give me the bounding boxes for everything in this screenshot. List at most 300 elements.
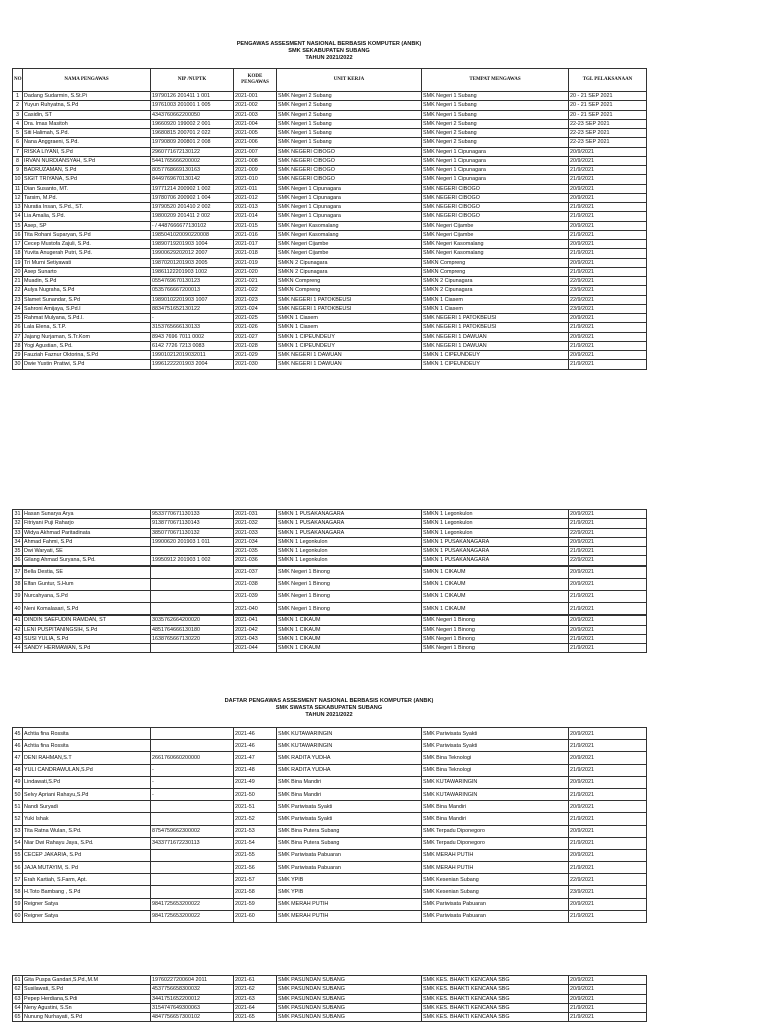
- nip-nuptk-cell: [151, 886, 234, 898]
- proctor-code-cell: 2021-035: [234, 547, 277, 556]
- work-unit-cell: SMK Pariwisata Syakti: [277, 801, 422, 813]
- row-no-cell: 6: [13, 138, 23, 147]
- table-row: [13, 129, 647, 138]
- exam-date-cell: 21/9/2021: [569, 788, 647, 800]
- row-no-cell: 26: [14, 324, 21, 331]
- proctor-code-cell: 2021-013: [234, 203, 277, 212]
- nip-nuptk-cell: [151, 578, 234, 590]
- work-unit-cell: SMKN 1 Ciasem: [277, 314, 422, 323]
- table-row: [13, 1013, 647, 1022]
- proctor-name-cell: Asep, SP: [23, 221, 151, 230]
- table-row: [13, 976, 647, 985]
- proctor-name-cell: Slamet Sunandar, S.Pd: [23, 295, 151, 304]
- table-row: [13, 985, 647, 994]
- table-row: [13, 295, 647, 304]
- nip-nuptk-cell: 2661760660200000: [151, 752, 234, 764]
- work-unit-cell: SMK Bina Putera Subang: [277, 825, 422, 837]
- doc-year: TAHUN 2021/2022: [305, 55, 353, 61]
- nip-nuptk-cell: 19680815 200701 2 022: [151, 129, 234, 138]
- exam-date-cell: 22/9/2021: [569, 874, 647, 886]
- row-no-cell: 53: [13, 825, 23, 837]
- table-row: [13, 566, 647, 578]
- proctor-code-cell: 2021-019: [234, 258, 277, 267]
- work-unit-cell: SMKN Compreng: [277, 277, 422, 286]
- proctor-code-cell: 2021-61: [234, 976, 277, 985]
- exam-site-cell: SMK KES. BHAKTI KENCANA SBG: [422, 994, 569, 1003]
- table-row: [13, 825, 647, 837]
- doc-title-2: DAFTAR PENGAWAS ASSESMENT NASIONAL BERBASIS KOMPUTER (ANBK): [224, 698, 434, 704]
- work-unit-cell: SMK KUTAWARINGIN: [277, 728, 422, 740]
- table-row: [13, 837, 647, 849]
- proctor-code-cell: 2021-010: [234, 175, 277, 184]
- row-no-cell: 3: [13, 110, 23, 119]
- nip-nuptk-cell: 3035762664200020: [151, 616, 234, 625]
- nip-nuptk-cell: 9841725653200022: [151, 910, 234, 922]
- row-no-cell: 50: [13, 788, 23, 800]
- row-no-cell: 5: [13, 129, 23, 138]
- work-unit-cell: SMK KUTAWARINGIN: [277, 740, 422, 752]
- table-row: [13, 212, 647, 221]
- work-unit-cell: SMKN 1 PUSAKANAGARA: [277, 519, 422, 528]
- exam-date-cell: 20/9/2021: [569, 578, 647, 590]
- row-no-cell: 25: [14, 315, 21, 322]
- proctor-name-cell: Susilawati, S.Pd: [23, 985, 151, 994]
- proctor-name-cell: Nana Anggraeni, S.Pd.: [23, 138, 151, 147]
- work-unit-cell: SMKN 1 CIKAUM: [277, 634, 422, 643]
- col-header-exam-date: TGL PELAKSANAAN: [569, 69, 647, 92]
- row-no-cell: 20: [14, 268, 21, 275]
- work-unit-cell: SMK PASUNDAN SUBANG: [277, 985, 422, 994]
- proctor-name-cell: Widya Akhmad Paritadinata: [23, 528, 151, 537]
- exam-site-cell: SMKN 1 PUSAKANAGARA: [422, 556, 569, 565]
- proctor-name-cell: Yuyun Ruhyatna, S.Pd: [23, 101, 151, 110]
- header-row: [13, 69, 647, 92]
- row-no-cell: 28: [14, 342, 21, 349]
- work-unit-cell: SMK MERAH PUTIH: [277, 898, 422, 910]
- exam-site-cell: SMK Pariwisata Syakti: [422, 740, 569, 752]
- exam-date-cell: 22-23 SEP 2021: [569, 138, 647, 147]
- nip-nuptk-cell: 9138770671130143: [151, 519, 234, 528]
- proctor-code-cell: 2021-029: [234, 351, 277, 360]
- proctor-name-cell: Achtia fina Rossita: [23, 728, 151, 740]
- exam-site-cell: SMK Pariwisata Syakti: [422, 728, 569, 740]
- proctor-name-cell: Lia Amalia, S.Pd.: [23, 212, 151, 221]
- nip-nuptk-cell: 1638765667130220: [151, 634, 234, 643]
- table-row: [13, 537, 647, 546]
- proctor-name-cell: IRVAN NURDIANSYAH, S.Pd: [23, 156, 151, 165]
- proctor-name-cell: Dwie Yustin Pratiwi, S.Pd: [23, 360, 151, 369]
- proctor-code-cell: 2021-53: [234, 825, 277, 837]
- exam-site-cell: SMK NEGERI CIBOGO: [422, 184, 569, 193]
- table-section-3: [12, 727, 646, 923]
- exam-date-cell: 22/9/2021: [569, 295, 647, 304]
- work-unit-cell: SMKN 1 CIPEUNDEUY: [277, 341, 422, 350]
- proctor-code-cell: 2021-006: [234, 138, 277, 147]
- table-row: [13, 634, 647, 643]
- exam-date-cell: 22-23 SEP 2021: [569, 119, 647, 128]
- row-no-cell: 24: [14, 305, 21, 312]
- row-no-cell: 19: [14, 259, 21, 266]
- proctor-name-cell: Bella Destia, SE: [23, 566, 151, 578]
- proctor-code-cell: 2021-46: [234, 728, 277, 740]
- exam-date-cell: 21/9/2021: [569, 203, 647, 212]
- table-row: [13, 547, 647, 556]
- work-unit-cell: SMK Negeri 2 Subang: [277, 110, 422, 119]
- proctor-name-cell: YULI CANDRAWULAN,S.Pd: [23, 764, 151, 776]
- exam-site-cell: SMKN 1 CIKAUM: [422, 566, 569, 578]
- nip-nuptk-cell: 19780706 200902 1 004: [151, 193, 234, 202]
- nip-nuptk-cell: 19890719201903 1004: [151, 240, 234, 249]
- header-block-2: [12, 698, 646, 719]
- doc-year-2: TAHUN 2021/2022: [305, 712, 353, 718]
- exam-date-cell: 21/9/2021: [569, 1003, 647, 1012]
- exam-date-cell: 20/9/2021: [569, 976, 647, 985]
- table-row: [13, 304, 647, 313]
- work-unit-cell: SMK YPIB: [277, 886, 422, 898]
- exam-date-cell: 21/9/2021: [569, 267, 647, 276]
- exam-site-cell: SMK Negeri 1 Cipunagara: [422, 166, 569, 175]
- work-unit-cell: SMKN 1 CIPEUNDEUY: [277, 332, 422, 341]
- proctor-code-cell: 2021-59: [234, 898, 277, 910]
- table-row: [13, 184, 647, 193]
- work-unit-cell: SMK Negeri 1 Binong: [277, 590, 422, 602]
- nip-nuptk-cell: [151, 813, 234, 825]
- table-row: [13, 203, 647, 212]
- row-no-cell: 43: [14, 635, 21, 642]
- nip-nuptk-cell: 19861122201903 1002: [151, 267, 234, 276]
- table-row: [13, 740, 647, 752]
- nip-nuptk-cell: 8834751652130122: [151, 304, 234, 313]
- proctor-code-cell: 2021-50: [234, 788, 277, 800]
- row-no-cell: 59: [13, 898, 23, 910]
- proctor-code-cell: 2021-48: [234, 764, 277, 776]
- proctor-name-cell: Siti Halimah, S.Pd.: [23, 129, 151, 138]
- table-row: [13, 286, 647, 295]
- proctor-code-cell: 2021-002: [234, 101, 277, 110]
- work-unit-cell: SMKN 1 CIKAUM: [277, 625, 422, 634]
- row-no-cell: 54: [13, 837, 23, 849]
- exam-date-cell: 21/9/2021: [569, 813, 647, 825]
- row-no-cell: 65: [14, 1014, 21, 1021]
- proctor-name-cell: Sahroni Amijaya, S.Pd.I: [23, 304, 151, 313]
- proctor-code-cell: 2021-033: [234, 528, 277, 537]
- proctor-name-cell: Tita Rohani Suparyan, S.Pd: [23, 230, 151, 239]
- proctor-code-cell: 2021-031: [234, 510, 277, 519]
- table-row: [13, 360, 647, 369]
- exam-site-cell: SMK MERAH PUTIH: [422, 849, 569, 861]
- proctor-name-cell: Rahmat Mulyana, S.Pd.I.: [23, 314, 151, 323]
- exam-site-cell: SMK Bina Teknologi: [422, 752, 569, 764]
- table-row: [13, 314, 647, 323]
- exam-site-cell: SMK Negeri 1 Cipunagara: [422, 156, 569, 165]
- nip-nuptk-cell: 8943 7696 7011 0002: [151, 332, 234, 341]
- proctor-name-cell: Dra. Imas Masitoh: [23, 119, 151, 128]
- exam-date-cell: 20/9/2021: [569, 156, 647, 165]
- exam-date-cell: 20/9/2021: [569, 221, 647, 230]
- row-no-cell: 30: [14, 361, 21, 368]
- nip-nuptk-cell: 3850770671130132: [151, 528, 234, 537]
- proctor-code-cell: 2021-017: [234, 240, 277, 249]
- proctor-code-cell: 2021-036: [234, 556, 277, 565]
- nip-nuptk-cell: [151, 603, 234, 615]
- exam-site-cell: SMK KES. BHAKTI KENCANA SBG: [422, 1003, 569, 1012]
- exam-site-cell: SMK Negeri 1 Subang: [422, 101, 569, 110]
- table-row: [13, 166, 647, 175]
- work-unit-cell: SMKN 1 Legonkulon: [277, 537, 422, 546]
- table-row: [13, 813, 647, 825]
- exam-date-cell: 20/9/2021: [569, 616, 647, 625]
- work-unit-cell: SMK PASUNDAN SUBANG: [277, 994, 422, 1003]
- proctor-name-cell: SUSI YULIA, S.Pd: [23, 634, 151, 643]
- proctor-table-2c: [12, 615, 647, 653]
- nip-nuptk-cell: 19890102201903 1007: [151, 295, 234, 304]
- nip-nuptk-cell: [151, 547, 234, 556]
- col-header-work-unit: UNIT KERJA: [277, 69, 422, 92]
- proctor-name-cell: Gita Puspa Gandari,S.Pd.,M.M: [23, 976, 151, 985]
- exam-site-cell: SMKN 1 CIPEUNDEUY: [422, 360, 569, 369]
- work-unit-cell: SMK Negeri 1 Subang: [277, 119, 422, 128]
- proctor-name-cell: Yuki Ishak: [23, 813, 151, 825]
- row-no-cell: 12: [14, 194, 21, 201]
- table-row: [13, 332, 647, 341]
- proctor-name-cell: DINDIN SAEFUDIN RAMDAN, ST: [23, 616, 151, 625]
- exam-site-cell: SMKN 1 Legonkulon: [422, 510, 569, 519]
- row-no-cell: 49: [13, 776, 23, 788]
- nip-nuptk-cell: 3154747649300063: [151, 1003, 234, 1012]
- table-row: [13, 898, 647, 910]
- exam-date-cell: 22-23 SEP 2021: [569, 129, 647, 138]
- table-row: [13, 994, 647, 1003]
- exam-date-cell: 20/9/2021: [569, 537, 647, 546]
- nip-nuptk-cell: -: [151, 764, 234, 776]
- row-no-cell: 44: [14, 645, 21, 652]
- table-row: [13, 519, 647, 528]
- nip-nuptk-cell: 0554769670130123: [151, 277, 234, 286]
- proctor-code-cell: 2021-55: [234, 849, 277, 861]
- proctor-code-cell: 2021-52: [234, 813, 277, 825]
- proctor-name-cell: LENI PUSPITANINGSIH, S.Pd: [23, 625, 151, 634]
- exam-date-cell: 21/9/2021: [569, 230, 647, 239]
- exam-date-cell: 21/9/2021: [569, 740, 647, 752]
- proctor-code-cell: 2021-028: [234, 341, 277, 350]
- proctor-name-cell: Achtia fina Rossita: [23, 740, 151, 752]
- nip-nuptk-cell: 19760227200604 2011: [151, 976, 234, 985]
- exam-site-cell: SMK Negeri Kasomalang: [422, 249, 569, 258]
- proctor-code-cell: 2021-022: [234, 286, 277, 295]
- exam-date-cell: 20/9/2021: [569, 752, 647, 764]
- proctor-name-cell: Nuratia Insan, S.Pd., ST.: [23, 203, 151, 212]
- table-row: [13, 510, 647, 519]
- proctor-name-cell: Lala Elena, S.T.P.: [23, 323, 151, 332]
- exam-date-cell: 21/9/2021: [569, 519, 647, 528]
- row-no-cell: 45: [13, 728, 23, 740]
- proctor-name-cell: Tri Murni Setiyawati: [23, 258, 151, 267]
- row-no-cell: 15: [14, 222, 21, 229]
- table-row: [13, 578, 647, 590]
- proctor-code-cell: 2021-012: [234, 193, 277, 202]
- work-unit-cell: SMKN 2 Cipunagara: [277, 258, 422, 267]
- exam-site-cell: SMKN 1 CIKAUM: [422, 590, 569, 602]
- proctor-name-cell: Niar Dwi Rahayu Jaya, S.Pd.: [23, 837, 151, 849]
- table-row: [13, 849, 647, 861]
- table-row: [13, 603, 647, 615]
- table-section-4: [12, 975, 646, 1022]
- proctor-table-3: [12, 727, 647, 923]
- proctor-code-cell: 2021-044: [234, 644, 277, 653]
- exam-date-cell: 20/9/2021: [569, 801, 647, 813]
- exam-date-cell: 20/9/2021: [569, 625, 647, 634]
- work-unit-cell: SMK Negeri 2 Subang: [277, 101, 422, 110]
- proctor-code-cell: 2021-034: [234, 537, 277, 546]
- proctor-code-cell: 2021-027: [234, 332, 277, 341]
- exam-site-cell: SMK NEGERI CIBOGO: [422, 212, 569, 221]
- table-row: [13, 351, 647, 360]
- exam-site-cell: SMK Negeri 2 Subang: [422, 119, 569, 128]
- table-row: [13, 193, 647, 202]
- nip-nuptk-cell: 3441751652200012: [151, 994, 234, 1003]
- table-row: [13, 1003, 647, 1012]
- work-unit-cell: SMK Negeri 1 Cipunagara: [277, 212, 422, 221]
- proctor-name-cell: Lindawati,S.Pd: [23, 776, 151, 788]
- table-row: [13, 728, 647, 740]
- exam-site-cell: SMK Negeri 2 Subang: [422, 129, 569, 138]
- proctor-name-cell: Neny Agustini, S.Sn: [23, 1003, 151, 1012]
- proctor-code-cell: 2021-043: [234, 634, 277, 643]
- proctor-code-cell: 2021-58: [234, 886, 277, 898]
- exam-date-cell: 20/9/2021: [569, 184, 647, 193]
- row-no-cell: 34: [14, 538, 21, 545]
- nip-nuptk-cell: 6142 7726 7213 0083: [151, 341, 234, 350]
- proctor-name-cell: BADRUZAMAN, S.Pd: [23, 166, 151, 175]
- row-no-cell: 60: [13, 910, 23, 922]
- exam-site-cell: SMK Bina Teknologi: [422, 764, 569, 776]
- work-unit-cell: SMK NEGERI 1 PATOKBEUSI: [277, 304, 422, 313]
- proctor-code-cell: 2021-037: [234, 566, 277, 578]
- exam-site-cell: SMK Kesenian Subang: [422, 874, 569, 886]
- work-unit-cell: SMK Negeri Cijambe: [277, 240, 422, 249]
- row-no-cell: 63: [14, 995, 21, 1002]
- work-unit-cell: SMKN 1 PUSAKANAGARA: [277, 510, 422, 519]
- work-unit-cell: SMK Negeri 1 Cipunagara: [277, 184, 422, 193]
- exam-site-cell: SMK NEGERI CIBOGO: [422, 203, 569, 212]
- table-row: [13, 267, 647, 276]
- proctor-name-cell: RISKA LIYANI, S.Pd: [23, 147, 151, 156]
- exam-date-cell: 20/9/2021: [569, 728, 647, 740]
- proctor-name-cell: SANDY HERMAWAN, S.Pd: [23, 644, 151, 653]
- proctor-code-cell: 2021-56: [234, 862, 277, 874]
- proctor-code-cell: 2021-014: [234, 212, 277, 221]
- work-unit-cell: SMK NEGERI CIBOGO: [277, 147, 422, 156]
- exam-site-cell: SMKN Compreng: [422, 267, 569, 276]
- row-no-cell: 2: [13, 101, 23, 110]
- proctor-code-cell: 2021-039: [234, 590, 277, 602]
- proctor-code-cell: 2021-63: [234, 994, 277, 1003]
- row-no-cell: 55: [13, 849, 23, 861]
- proctor-code-cell: 2021-030: [234, 360, 277, 369]
- nip-nuptk-cell: 4847756657300102: [151, 1013, 234, 1022]
- proctor-code-cell: 2021-64: [234, 1003, 277, 1012]
- work-unit-cell: SMK NEGERI CIBOGO: [277, 175, 422, 184]
- proctor-name-cell: Elfan Guntur, S.Hum: [23, 578, 151, 590]
- proctor-table-4: [12, 975, 647, 1022]
- row-no-cell: 29: [14, 352, 21, 359]
- proctor-name-cell: Nunung Nurhayati, S.Pd: [23, 1013, 151, 1022]
- header-block: [12, 41, 646, 62]
- table-row: [13, 110, 647, 119]
- work-unit-cell: SMKN 1 CIKAUM: [277, 644, 422, 653]
- exam-site-cell: SMK NEGERI 1 PATOKBEUSI: [422, 323, 569, 332]
- proctor-code-cell: 2021-015: [234, 221, 277, 230]
- table-row: [13, 156, 647, 165]
- exam-site-cell: SMK KES. BHAKTI KENCANA SBG: [422, 976, 569, 985]
- proctor-name-cell: Selvy Apriani Rahayu,S.Pd: [23, 788, 151, 800]
- exam-site-cell: SMK NEGERI 1 DAWUAN: [422, 332, 569, 341]
- table-row: [13, 92, 647, 101]
- row-no-cell: 42: [14, 626, 21, 633]
- table-row: [13, 221, 647, 230]
- proctor-name-cell: Dwi Waryati, SE: [23, 547, 151, 556]
- exam-date-cell: 20/9/2021: [569, 314, 647, 323]
- work-unit-cell: SMK NEGERI 1 DAWUAN: [277, 360, 422, 369]
- proctor-code-cell: 2021-51: [234, 801, 277, 813]
- nip-nuptk-cell: 9841725653200022: [151, 898, 234, 910]
- work-unit-cell: SMK YPIB: [277, 874, 422, 886]
- table-row: [13, 240, 647, 249]
- nip-nuptk-cell: 4537756658300032: [151, 985, 234, 994]
- col-header-proctor-name: NAMA PENGAWAS: [23, 69, 151, 92]
- exam-date-cell: 21/9/2021: [569, 360, 647, 369]
- nip-nuptk-cell: 1985041020090220008: [151, 230, 234, 239]
- nip-nuptk-cell: 19961222201903 2004: [151, 360, 234, 369]
- proctor-name-cell: Fitriyani Puji Raharjo: [23, 519, 151, 528]
- exam-site-cell: SMKN 1 CIKAUM: [422, 578, 569, 590]
- nip-nuptk-cell: 8057768669130163: [151, 166, 234, 175]
- nip-nuptk-cell: 19900629202012 2007: [151, 249, 234, 258]
- nip-nuptk-cell: 4343760662200050: [151, 110, 234, 119]
- proctor-code-cell: 2021-016: [234, 230, 277, 239]
- proctor-code-cell: 2021-57: [234, 874, 277, 886]
- row-no-cell: 47: [13, 752, 23, 764]
- exam-date-cell: 21/9/2021: [569, 590, 647, 602]
- work-unit-cell: SMKN 2 Cipunagara: [277, 267, 422, 276]
- nip-nuptk-cell: 3153765666130133: [151, 323, 234, 332]
- exam-site-cell: SMKN 1 CIKAUM: [422, 603, 569, 615]
- row-no-cell: 10: [14, 176, 21, 183]
- work-unit-cell: SMK Pariwisata Pabuaran: [277, 862, 422, 874]
- proctor-code-cell: 2021-018: [234, 249, 277, 258]
- proctor-name-cell: Jajang Nurjaman, S.Tr.Kom: [23, 332, 151, 341]
- proctor-table-2b: [12, 566, 647, 616]
- exam-date-cell: 21/9/2021: [569, 249, 647, 258]
- nip-nuptk-cell: 4851764666130180: [151, 625, 234, 634]
- proctor-name-cell: Dian Susanto, MT.: [23, 184, 151, 193]
- exam-site-cell: SMK Negeri 1 Binong: [422, 644, 569, 653]
- nip-nuptk-cell: [151, 644, 234, 653]
- exam-date-cell: 20/9/2021: [569, 240, 647, 249]
- col-header-nip-nuptk: NIP /NUPTK: [151, 69, 234, 92]
- work-unit-cell: SMKN Compreng: [277, 286, 422, 295]
- table-row: [13, 764, 647, 776]
- proctor-code-cell: 2021-007: [234, 147, 277, 156]
- exam-site-cell: SMKN 1 Legonkulon: [422, 528, 569, 537]
- exam-site-cell: SMK Pariwisata Pabuaran: [422, 898, 569, 910]
- proctor-name-cell: Yuvita Anugerah Putri, S.Pd.: [23, 249, 151, 258]
- proctor-code-cell: 2021-005: [234, 129, 277, 138]
- exam-date-cell: 21/9/2021: [569, 166, 647, 175]
- nip-nuptk-cell: 19790520 201410 2 002: [151, 203, 234, 212]
- table-row: [13, 138, 647, 147]
- table-row: [13, 175, 647, 184]
